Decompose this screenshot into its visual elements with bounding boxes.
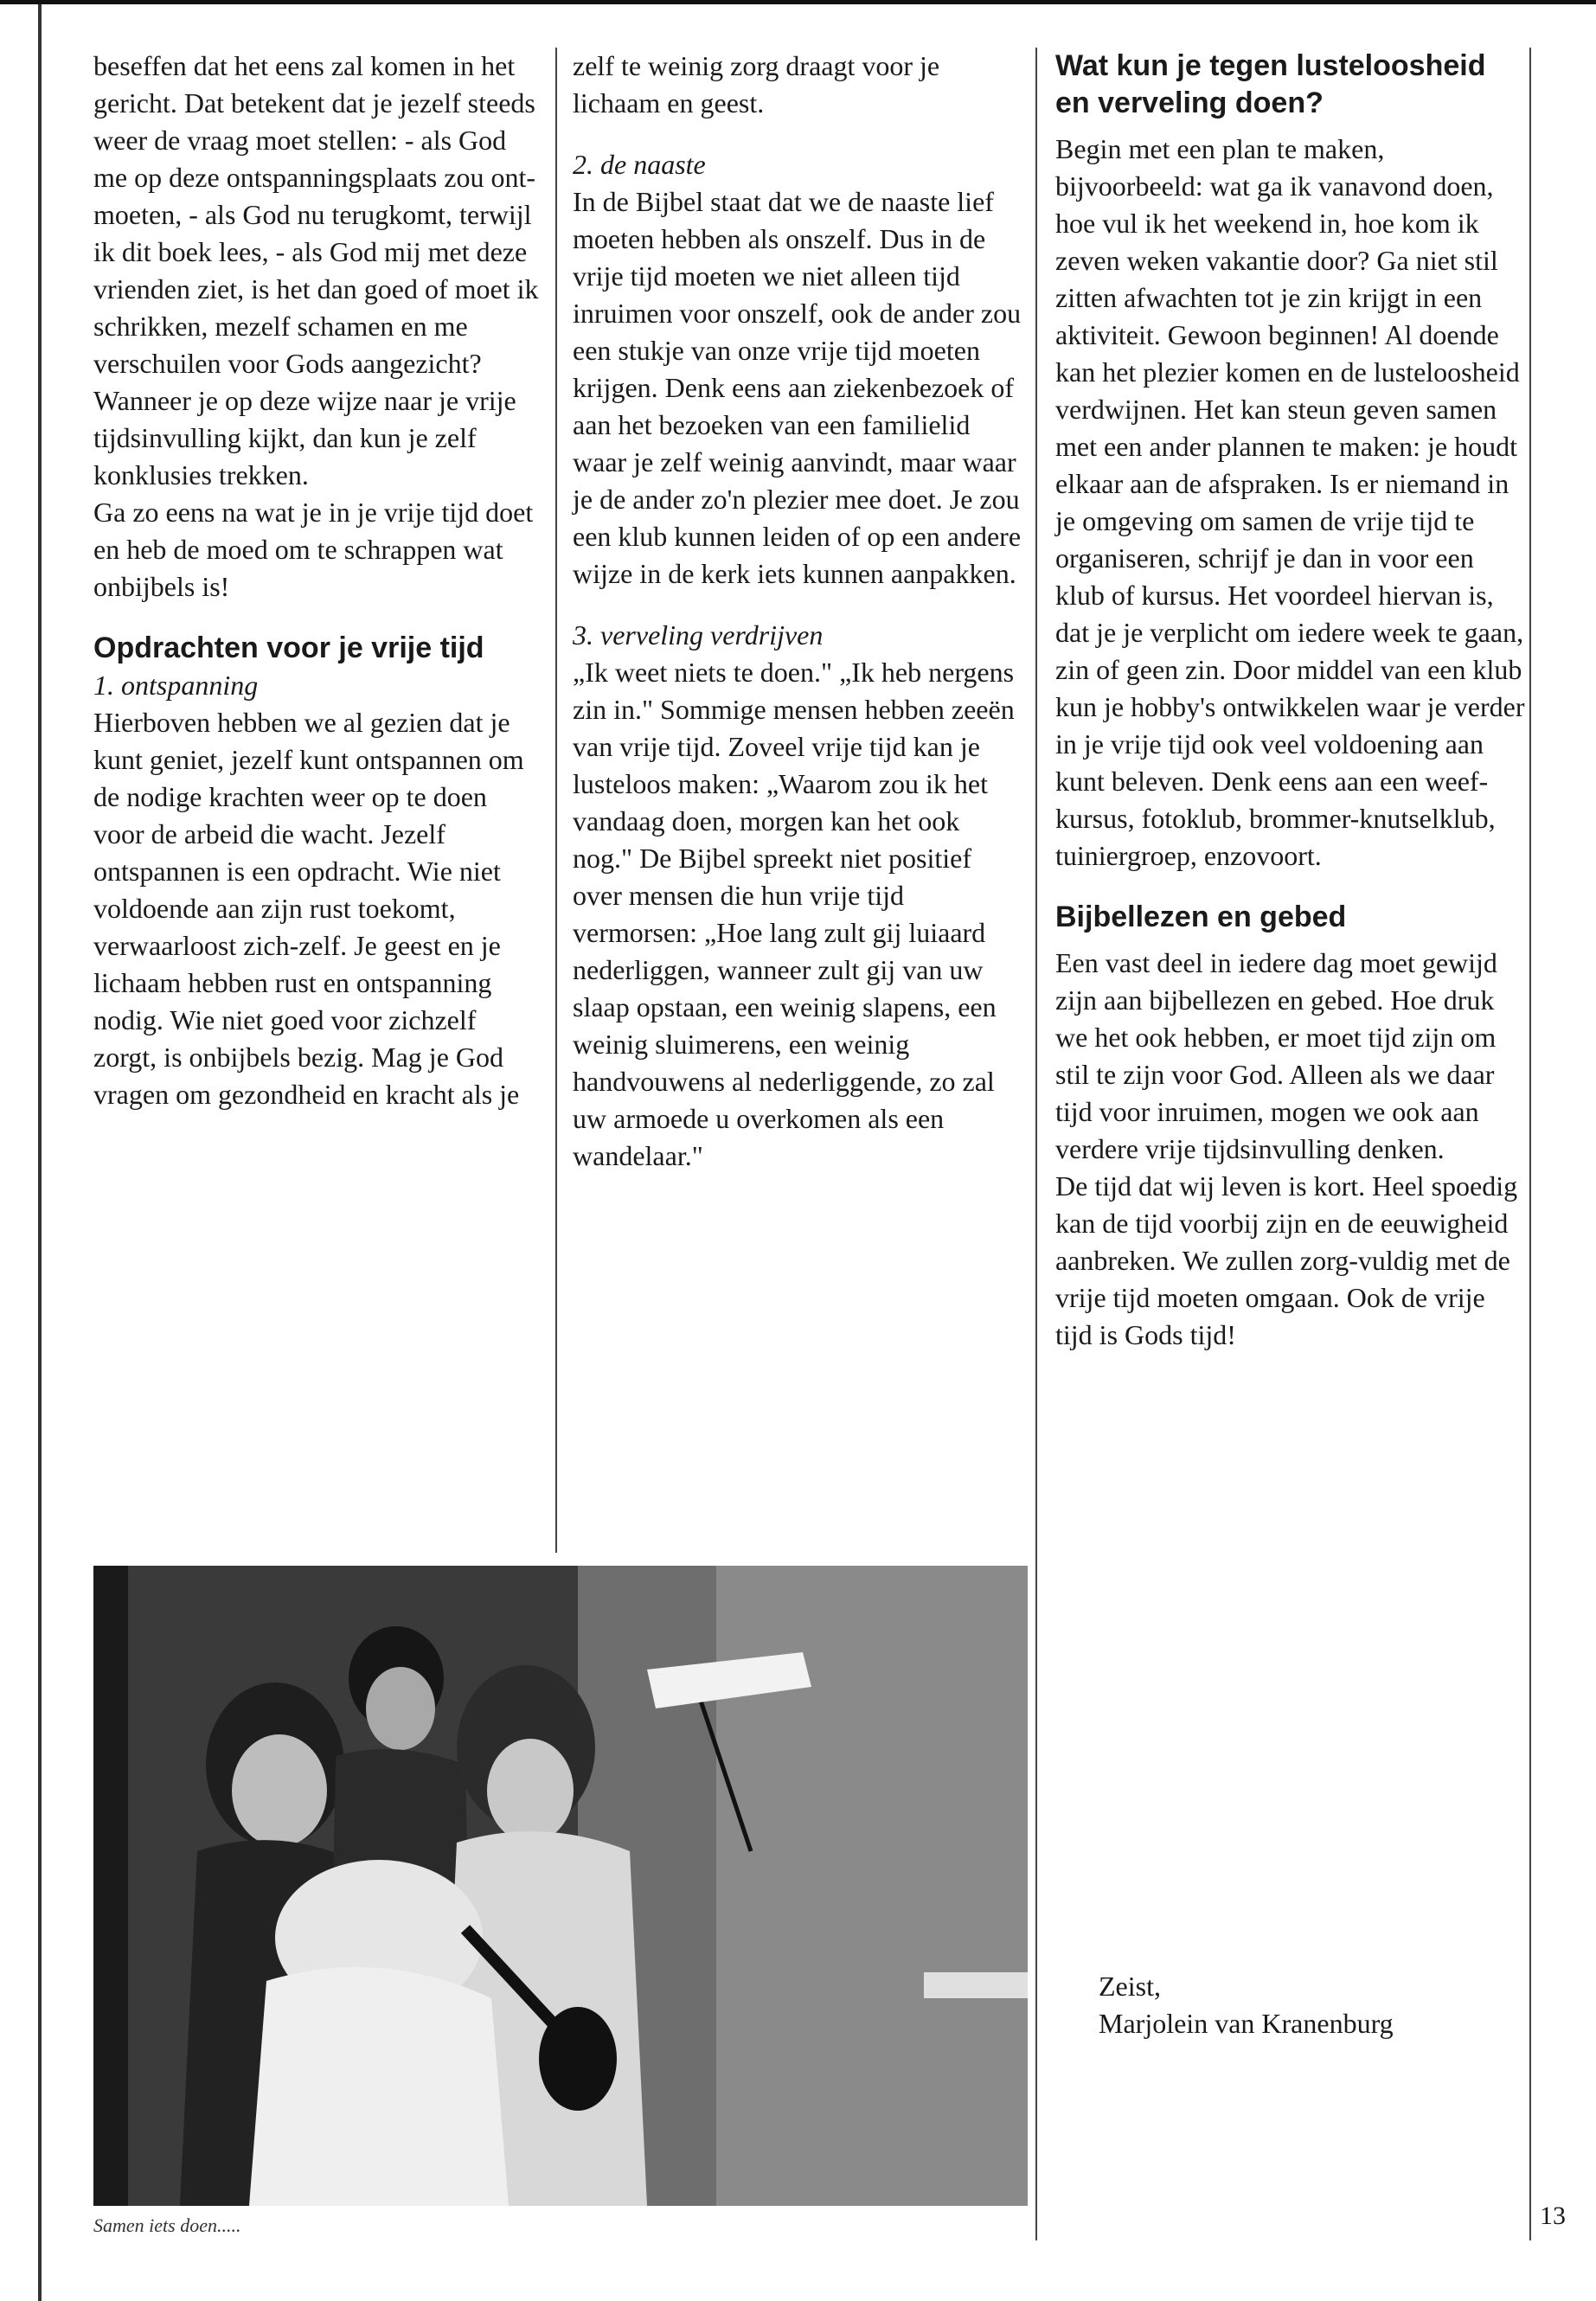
signature-place: Zeist,	[1099, 1971, 1161, 2002]
heading-opdrachten: Opdrachten voor je vrije tijd	[93, 631, 484, 664]
heading-lusteloosheid: Wat kun je tegen lusteloosheid en verveling doen?	[1055, 49, 1486, 119]
signature-block	[1099, 1968, 1394, 2042]
photo-illustration	[93, 1566, 1028, 2206]
column-divider-1	[555, 48, 557, 1553]
subheading-ontspanning: 1. ontspanning	[93, 670, 259, 701]
col1-paragraph-1: beseffen dat het eens zal komen in het gericht. Dat betekent dat je jezelf steeds weer de vraag moet stellen: - als God me op deze ontspanningsplaats zou ont-moeten, - als God nu terugkomt, terwijl ik dit boek lees, - als God mij met deze vrienden ziet, is het dan goed of moet ik schrikken, mezelf schamen en me verschuilen voor Gods aangezicht? Wanneer je op deze wijze naar je vrije tijdsinvulling kijkt, dan kun je zelf konklusies trekken.	[93, 50, 539, 490]
col3-paragraph-2: Een vast deel in iedere dag moet gewijd zijn aan bijbellezen en gebed. Hoe druk we het ook hebben, er moet tijd zijn om stil te zijn voor God. Alleen als we daar tijd voor inruimen, mogen we ook aan verdere vrije tijdsinvulling denken.	[1055, 947, 1497, 1164]
col2-paragraph-2: In de Bijbel staat dat we de naaste lief moeten hebben als onszelf. Dus in de vrije tijd moeten we niet alleen tijd inruimen voor onszelf, ook de ander zou een stukje van onze vrije tijd moeten krijgen. Denk eens aan ziekenbezoek of aan het bezoeken van een familielid waar je zelf weinig aanvindt, maar waar je de ander zo'n plezier mee doet. Je zou een klub kunnen leiden of op een andere wijze in de kerk iets kunnen aanpakken.	[573, 186, 1022, 589]
column-3	[1055, 48, 1527, 1354]
photo-musicians	[93, 1566, 1028, 2206]
heading-bijbellezen: Bijbellezen en gebed	[1055, 901, 1347, 933]
left-margin-rule	[38, 4, 42, 2301]
right-margin-rule	[1529, 48, 1531, 2240]
column-1	[93, 48, 543, 1113]
signature-author: Marjolein van Kranenburg	[1099, 2008, 1394, 2039]
col3-paragraph-1: Begin met een plan te maken, bijvoorbeeld: wat ga ik vanavond doen, hoe vul ik het weekend in, hoe kom ik zeven weken vakantie door? Ga niet stil zitten afwachten tot je zin krijgt in een aktiviteit. Gewoon beginnen! Al doende kan het plezier komen en de lusteloosheid verdwijnen. Het kan steun geven samen met een ander plannen te maken: je houdt elkaar aan de afspraken. Is er niemand in je omgeving om samen de vrije tijd te organiseren, schrijf je dan in voor een klub of kursus. Het voordeel hiervan is, dat je je verplicht om iedere week te gaan, zin of geen zin. Door middel van een klub kun je hobby's ontwikkelen waar je verder in je vrije tijd ook veel voldoening aan kunt beleven. Denk eens aan een weef-kursus, fotoklub, brommer-knutselklub, tuiniergroep, enzovoort.	[1055, 133, 1525, 871]
col2-paragraph-3: „Ik weet niets te doen." „Ik heb nergens zin in." Sommige mensen hebben zeeën van vrije tijd. Zoveel vrije tijd kan je lusteloos maken: „Waarom zou ik het vandaag doen, morgen kan het ook nog." De Bijbel spreekt niet positief over mensen die hun vrije tijd vermorsen: „Hoe lang zult gij luiaard nederliggen, wanneer zult gij van uw slaap opstaan, een weinig slapens, een weinig sluimerens, een weinig handvouwens al nederliggende, zo zal uw armoede u overkomen als een wandelaar."	[573, 657, 1015, 1171]
subheading-de-naaste: 2. de naaste	[573, 149, 706, 180]
column-2	[573, 48, 1022, 1175]
col1-paragraph-3: Hierboven hebben we al gezien dat je kunt geniet, jezelf kunt ontspannen om de nodige krachten weer op te doen voor de arbeid die wacht. Jezelf ontspannen is een opdracht. Wie niet voldoende aan zijn rust toekomt, verwaarloost zich-zelf. Je geest en je lichaam hebben rust en ontspanning nodig. Wie niet goed voor zichzelf zorgt, is onbijbels bezig. Mag je God vragen om gezondheid en kracht als je	[93, 707, 524, 1110]
column-divider-2	[1035, 48, 1037, 2240]
col2-paragraph-1: zelf te weinig zorg draagt voor je lichaam en geest.	[573, 50, 940, 119]
col1-paragraph-2: Ga zo eens na wat je in je vrije tijd doet en heb de moed om te schrappen wat onbijbels is!	[93, 497, 534, 602]
page-number: 13	[1540, 2202, 1566, 2230]
top-rule	[0, 0, 1596, 4]
subheading-verveling: 3. verveling verdrijven	[573, 619, 824, 651]
col3-paragraph-3: De tijd dat wij leven is kort. Heel spoedig kan de tijd voorbij zijn en de eeuwigheid aanbreken. We zullen zorg-vuldig met de vrije tijd moeten omgaan. Ook de vrije tijd is Gods tijd!	[1055, 1170, 1518, 1350]
photo-caption: Samen iets doen.....	[93, 2214, 241, 2236]
